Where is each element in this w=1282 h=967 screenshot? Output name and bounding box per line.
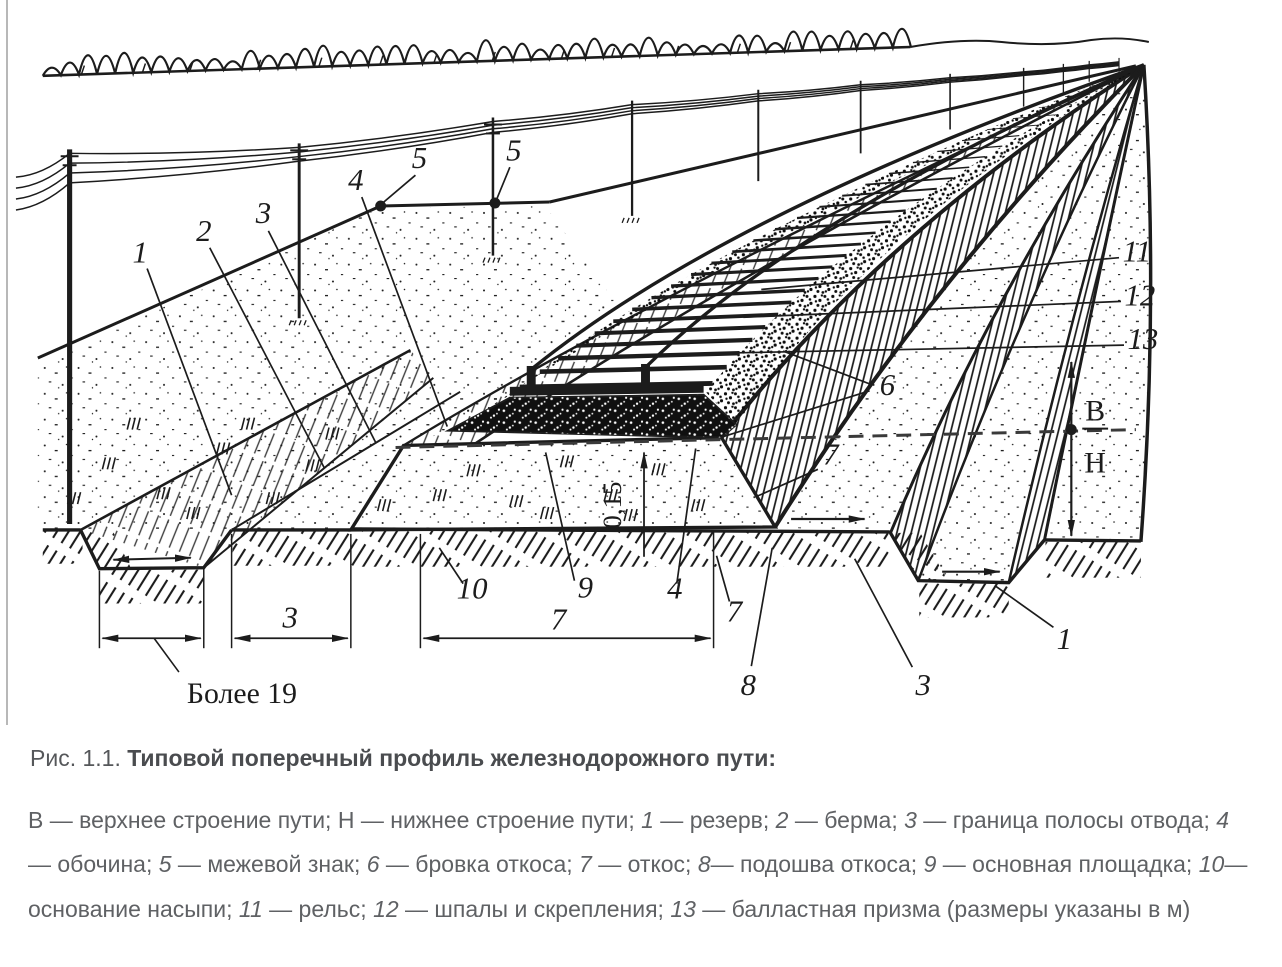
vb-label: В [1085,394,1106,428]
legend-term: 8 [697,851,711,878]
callout-9-label: 9 [577,570,594,605]
callout-12-label: 12 [1124,278,1156,313]
distant-hills [910,38,1149,47]
callout-7b-label: 7 [726,594,743,629]
legend-desc: — резерв; [653,807,776,833]
figure-caption [30,745,1282,772]
legend-desc: — основание насыпи; [28,851,1248,922]
figure-number: Рис. 1.1. [30,745,121,771]
legend-desc: — основная площадка; [936,851,1199,878]
legend-term: 11 [238,895,263,922]
legend-term: 10 [1198,851,1225,878]
callout-6-label: 6 [879,367,896,402]
legend-desc: — межевой знак; [171,851,367,878]
legend-term: 7 [579,851,592,878]
horizon-and-trees [43,29,1149,76]
callout-8-label: 8 [740,667,757,702]
legend-term: 4 [1216,807,1230,833]
callout-5b-label: 5 [506,133,522,168]
vn-label: Н [1084,446,1106,480]
legend-term: 5 [158,851,172,878]
legend-desc: — нижнее строение пути; [354,807,642,833]
dimension-base-label: 7 [550,602,567,637]
callout-11-label: 11 [1122,234,1152,269]
legend-desc: — берма; [788,807,905,833]
callout-10-label: 10 [456,571,488,606]
callout-3b-label: 3 [915,667,931,702]
railway-cross-section-figure [6,0,1282,725]
legend-desc: — бровка откоса; [379,851,580,878]
legend-term: Н [337,807,355,833]
legend-desc: — граница полосы отвода; [916,807,1217,833]
dimension-reserve-label: Более 19 [186,676,298,710]
legend-desc: — подошва откоса; [710,851,924,878]
legend-term: 1 [641,807,654,833]
dimension-ballast-depth-label: 0,15 [597,481,628,529]
legend-suffix: (размеры указаны в м) [940,895,1191,922]
callout-7-right-label: 7 [823,437,839,472]
callout-13-label: 13 [1127,322,1159,357]
callout-5a-label: 5 [411,141,428,176]
legend-term: 13 [670,895,696,922]
legend-term: 6 [366,851,380,878]
legend-desc: — откос; [591,851,698,878]
legend-term: В [28,807,44,833]
legend-desc: — верхнее строение пути; [43,807,338,833]
legend-term: 12 [373,895,399,922]
railway-profile-diagram [8,0,1282,725]
vb-vn-dot [1066,424,1077,435]
callout-2-label: 2 [196,213,212,248]
figure-legend [28,798,1252,931]
legend-desc: — рельс; [262,895,374,922]
callout-1b-label: 1 [1056,622,1073,657]
legend-term: 2 [775,807,789,833]
legend-desc: — обочина; [28,851,159,878]
callout-4-label: 4 [348,163,364,198]
legend-desc: — шпалы и скрепления; [398,895,671,922]
legend-term: 9 [923,851,937,878]
dimension-berm-label: 3 [282,600,298,635]
figure-title: Типовой поперечный профиль железнодорожного пути: [127,745,777,771]
callout-4b-label: 4 [667,571,683,606]
callout-1-label: 1 [132,235,148,270]
callout-3-label: 3 [255,195,272,230]
legend-term: 3 [904,807,917,833]
legend-desc: — балластная призма [695,895,941,922]
